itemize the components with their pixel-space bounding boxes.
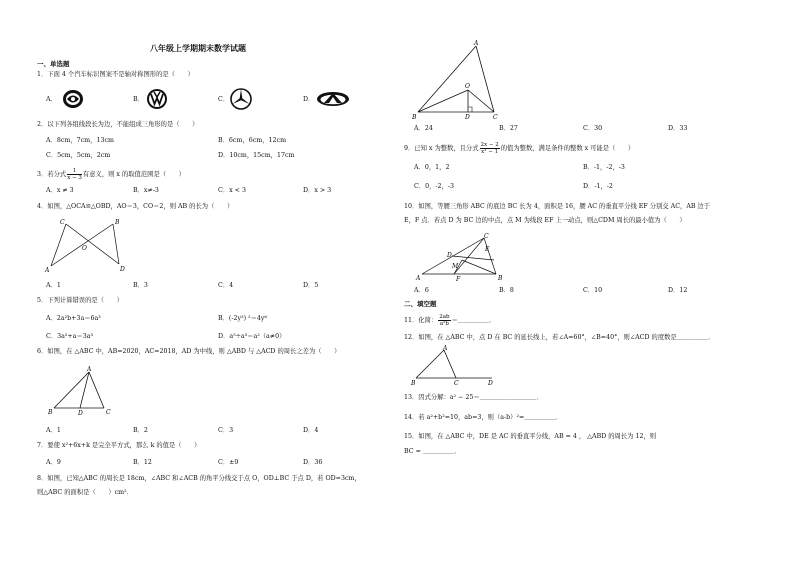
q9-option-d: D．-1，-2 [583,183,613,190]
q5-option-a: A．2a²b+3a＝6a³ [46,315,101,322]
q4-option-b: B．3 [133,282,148,289]
q10-label-f: F [456,276,461,283]
q10-stem-2: E，F 点．若点 D 为 BC 边的中点，点 M 为线段 EF 上一动点，则△CDM 周长的最小值为（ ） [404,217,686,224]
q10-option-c: C．10 [583,287,603,294]
q6-label-c: C [106,409,111,416]
q10-figure [414,230,509,286]
q4-option-c: C．4 [218,282,234,289]
q4-label-d: D [120,266,125,273]
q6-option-a: A．1 [46,427,61,434]
q8-label-a: A [474,40,479,47]
q10-option-d: D．12 [668,287,688,294]
q1-option-c: C． [218,96,230,103]
q3-fraction [67,168,82,181]
q3-option-c: C．x < 3 [218,187,246,194]
q10-label-d: D [447,252,452,259]
q12-figure [408,344,498,390]
logo-c-star-icon [230,88,252,110]
q9-stem-post: 的值为整数，满足条件的整数 x 可能是（ ） [500,145,635,152]
q3-stem [37,168,185,181]
q1-option-b: B． [133,96,144,103]
q8-figure [410,38,510,124]
q4-label-a: A [45,267,50,274]
q9-frac-num: 2x − 2 [480,142,499,148]
q5-option-b: B．(-2y³) ²＝4y⁶ [218,315,267,322]
q3-stem-post: 有意义，则 x 的取值范围是（ ） [82,171,185,178]
q4-label-o: O [82,245,87,252]
q4-label-b: B [115,219,120,226]
q3-frac-den: x − 3 [67,175,82,181]
q8-option-c: C．30 [583,125,603,132]
q8-label-o: O [465,83,470,90]
q5-option-c: C．3a²+a＝3a³ [46,333,94,340]
q8-option-d: D．33 [668,125,688,132]
q6-label-d: D [78,410,83,417]
logo-a-icon [62,89,84,109]
q6-option-b: B．2 [133,427,148,434]
q6-option-c: C．3 [218,427,234,434]
q10-label-c: C [484,233,489,240]
q8-label-b: B [412,114,417,121]
q9-option-c: C．0，-2，-3 [414,183,454,190]
q6-label-a: A [87,366,92,373]
q4-stem: 4．如图，△OCA≌△OBD，AO＝3，CO＝2，则 AB 的长为（ ） [37,203,234,210]
q5-stem: 5．下列计算错误的是（ ） [37,297,123,304]
q4-label-c: C [60,219,65,226]
q12-stem: 12．如图，在 △ABC 中，点 D 在 BC 的延长线上，若∠A=60°，∠B=40°，则∠ACD 的度数是＿＿＿＿＿． [404,334,715,341]
q7-option-a: A．9 [46,459,61,466]
q9-stem-pre: 9．已知 x 为整数，且分式 [404,145,479,152]
q1-option-a: A． [46,96,57,103]
q8-option-a: A．24 [414,125,433,132]
q11-fraction [438,314,450,327]
q11-stem-pre: 11．化简： [404,317,438,324]
q10-label-m: M [452,263,459,270]
q8-stem: 8．如图，已知△ABC 的周长是 18cm，∠ABC 和∠ACB 的角平分线交于点 O，OD⊥BC 于点 D，若 OD=3cm， [37,475,361,482]
page-title: 八年级上学期期末数学试题 [150,44,246,53]
q15-stem-2: BC = ＿＿＿＿＿． [404,448,461,455]
q9-fraction [480,142,500,155]
q4-option-a: A．1 [46,282,61,289]
q3-stem-pre: 3．若分式 [37,171,67,178]
q9-stem [404,142,634,155]
q6-option-d: D．4 [303,427,319,434]
q6-label-b: B [48,409,53,416]
q12-label-d: D [488,380,493,387]
q8-label-c: C [493,114,498,121]
q8-label-d: D [465,114,470,121]
section-fill-blank: 二、填空题 [404,300,437,308]
q3-frac-num: 1 [67,168,82,175]
q9-frac-den: x² − 1 [481,149,499,155]
q11-stem-post: ＝＿＿＿＿＿． [451,317,496,324]
q12-label-b: B [411,380,416,387]
logo-b-vw-icon [146,88,168,110]
q6-figure [44,364,114,420]
q7-stem: 7．要使 x²+6x+k 是完全平方式，那么 k 的值是（ ） [37,442,201,449]
q11-frac-num: 2ab [439,314,450,320]
q2-option-a: A．8cm，7cm，13cm [46,137,114,144]
q2-option-c: C．5cm，5cm，2cm [46,152,111,159]
q10-stem: 10．如图，等腰三角形 ABC 的底边 BC 长为 4，面积是 16，腰 AC 的垂直平分线 EF 分别交 AC，AB 边于 [404,203,711,210]
q8-option-b: B．27 [499,125,518,132]
q5-option-d: D．a⁵÷a³＝a²（a≠0） [218,333,286,340]
q12-label-c: C [454,380,459,387]
q15-stem: 15．如图，在 △ABC 中，DE 是 AC 的垂直平分线，AB = 4 ， △ABD 的周长为 12，则 [404,433,657,440]
q1-stem: 1．下面 4 个汽车标识图案不是轴对称图形的是（ ） [37,71,194,78]
section-single-choice: 一、单选题 [37,60,70,68]
logo-d-infiniti-icon [316,91,350,107]
q2-option-d: D．10cm，15cm，17cm [218,152,295,159]
q9-option-b: B．-1，-2，-3 [583,164,625,171]
q3-option-a: A．x ≠ 3 [46,187,74,194]
q4-option-d: D．5 [303,282,319,289]
q7-option-c: C．±9 [218,459,239,466]
q13-stem: 13．因式分解：a² − 25＝＿＿＿＿＿＿＿＿＿． [404,394,543,401]
q8-stem-2: 则△ABC 的面积是（ ）cm²． [37,489,133,496]
q10-label-e: E [485,246,490,253]
q7-option-b: B．12 [133,459,152,466]
q2-option-b: B．6cm，6cm，12cm [218,137,287,144]
q4-figure [44,216,129,276]
q11-frac-den: a²b [439,321,449,327]
q9-option-a: A．0，1，2 [414,164,450,171]
q10-option-a: A．6 [414,287,429,294]
q14-stem: 14．若 a²+b²=10，ab=3，则（a-b）²=＿＿＿＿＿． [404,414,563,421]
q10-option-b: B．8 [499,287,514,294]
q6-stem: 6．如图，在 △ABC 中，AB=2020，AC=2018，AD 为中线，则 △ABD 与 △ACD 的周长之差为（ ） [37,348,341,355]
q1-option-d: D． [303,96,315,103]
q3-option-d: D．x > 3 [303,187,332,194]
q3-option-b: B．x≠-3 [133,187,159,194]
q10-label-a: A [416,275,421,282]
q10-label-b: B [498,275,503,282]
q12-label-a: A [443,345,448,352]
q11-stem [404,314,496,327]
q2-stem: 2．以下列各组线段长为边，不能组成三角形的是（ ） [37,121,199,128]
q7-option-d: D．36 [303,459,323,466]
